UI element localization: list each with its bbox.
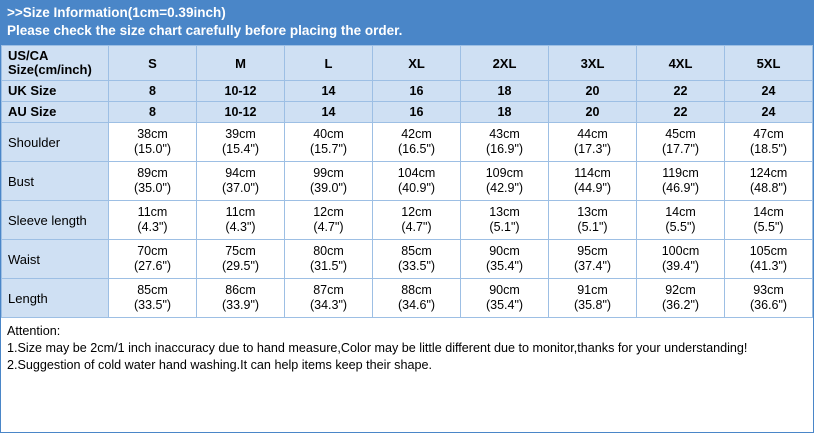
table-header-row-sizes: [2, 46, 813, 81]
measurement-cm: 14cm: [665, 204, 696, 219]
measurement-cm: 88cm: [401, 282, 432, 297]
uk-size-value: 20: [549, 81, 637, 102]
measurement-cell: [109, 162, 197, 201]
measurement-cm: 11cm: [225, 204, 256, 219]
measurement-cell: [197, 123, 285, 162]
au-size-value: 22: [637, 102, 725, 123]
row-label-sleeve-length: Sleeve length: [2, 201, 109, 240]
measurement-inch: (36.6"): [749, 298, 788, 313]
measurement-cm: 93cm: [753, 282, 784, 297]
row-label-waist: Waist: [2, 240, 109, 279]
table-row: [2, 162, 813, 201]
measurement-cm: 87cm: [313, 282, 344, 297]
header-line-2: Please check the size chart carefully before placing the order.: [7, 23, 403, 39]
measurement-inch: (16.5"): [397, 142, 436, 157]
measurement-inch: (5.1"): [577, 220, 608, 235]
measurement-cm: 119cm: [662, 165, 699, 180]
measurement-cm: 13cm: [489, 204, 520, 219]
measurement-cell: [285, 279, 373, 318]
attention-title: Attention:: [7, 324, 61, 339]
measurement-cell: [461, 279, 549, 318]
table-row: [2, 240, 813, 279]
measurement-inch: (36.2"): [661, 298, 700, 313]
measurement-cell: [285, 162, 373, 201]
measurement-inch: (35.8"): [573, 298, 612, 313]
measurement-inch: (16.9"): [485, 142, 524, 157]
corner-label: US/CA Size(cm/inch): [2, 46, 109, 81]
uk-size-value: 16: [373, 81, 461, 102]
measurement-inch: (35.4"): [485, 298, 524, 313]
measurement-inch: (35.4"): [485, 259, 524, 274]
row-label-uk-size: UK Size: [2, 81, 109, 102]
measurement-inch: (33.5"): [397, 259, 436, 274]
measurement-cell: [109, 279, 197, 318]
measurement-cm: 89cm: [137, 165, 168, 180]
measurement-inch: (34.3"): [309, 298, 348, 313]
measurement-inch: (31.5"): [309, 259, 348, 274]
measurement-cell: [461, 162, 549, 201]
measurement-cm: 85cm: [137, 282, 168, 297]
measurement-cm: 13cm: [577, 204, 608, 219]
row-label-length: Length: [2, 279, 109, 318]
column-header-size: S: [109, 46, 197, 81]
measurement-inch: (35.0"): [133, 181, 172, 196]
measurement-cell: [109, 240, 197, 279]
measurement-inch: (27.6"): [133, 259, 172, 274]
measurement-cm: 80cm: [313, 243, 344, 258]
measurement-cm: 95cm: [577, 243, 608, 258]
measurement-cell: [197, 279, 285, 318]
measurement-cm: 86cm: [225, 282, 256, 297]
attention-note-2: 2.Suggestion of cold water hand washing.It can help items keep their shape.: [7, 357, 432, 372]
row-label-au-size: AU Size: [2, 102, 109, 123]
measurement-cm: 38cm: [137, 126, 168, 141]
measurement-cell: [197, 201, 285, 240]
au-size-value: 24: [725, 102, 813, 123]
uk-size-value: 18: [461, 81, 549, 102]
au-size-value: 18: [461, 102, 549, 123]
measurement-inch: (4.7"): [401, 220, 432, 235]
measurement-cm: 11cm: [137, 204, 168, 219]
measurement-cell: [373, 201, 461, 240]
uk-size-value: 10-12: [197, 81, 285, 102]
measurement-cell: [549, 162, 637, 201]
measurement-cell: [461, 123, 549, 162]
column-header-size: 3XL: [549, 46, 637, 81]
measurement-cm: 75cm: [225, 243, 256, 258]
measurement-inch: (4.3"): [225, 220, 256, 235]
measurement-cell: [637, 162, 725, 201]
uk-size-value: 8: [109, 81, 197, 102]
measurement-cell: [373, 123, 461, 162]
measurement-cell: [109, 201, 197, 240]
measurement-cm: 40cm: [313, 126, 344, 141]
measurement-cell: [637, 123, 725, 162]
size-table-head: [2, 46, 813, 123]
measurement-cell: [197, 240, 285, 279]
table-header-row-uk: [2, 81, 813, 102]
measurement-cell: [373, 240, 461, 279]
measurement-cell: [109, 123, 197, 162]
measurement-cell: [549, 279, 637, 318]
measurement-cell: [725, 162, 813, 201]
header-line-1: >>Size Information(1cm=0.39inch): [7, 5, 226, 20]
measurement-cell: [373, 279, 461, 318]
measurement-cm: 109cm: [485, 165, 524, 180]
measurement-cm: 85cm: [401, 243, 432, 258]
attention-section: [1, 318, 813, 432]
measurement-inch: (39.0"): [309, 181, 348, 196]
measurement-cell: [725, 201, 813, 240]
measurement-cell: [197, 162, 285, 201]
measurement-inch: (42.9"): [485, 181, 524, 196]
table-row: [2, 123, 813, 162]
measurement-inch: (40.9"): [397, 181, 436, 196]
measurement-inch: (5.5"): [753, 220, 784, 235]
column-header-size: M: [197, 46, 285, 81]
measurement-inch: (15.4"): [221, 142, 260, 157]
uk-size-value: 24: [725, 81, 813, 102]
measurement-cm: 90cm: [489, 282, 520, 297]
table-row: [2, 279, 813, 318]
measurement-inch: (17.7"): [661, 142, 700, 157]
measurement-cm: 100cm: [661, 243, 700, 258]
au-size-value: 20: [549, 102, 637, 123]
column-header-size: XL: [373, 46, 461, 81]
au-size-value: 10-12: [197, 102, 285, 123]
size-table-body: [2, 123, 813, 318]
measurement-inch: (33.9"): [221, 298, 260, 313]
measurement-cm: 114cm: [574, 165, 611, 180]
measurement-inch: (44.9"): [573, 181, 612, 196]
column-header-size: L: [285, 46, 373, 81]
measurement-inch: (34.6"): [397, 298, 436, 313]
column-header-size: 2XL: [461, 46, 549, 81]
measurement-cm: 39cm: [225, 126, 256, 141]
row-label-shoulder: Shoulder: [2, 123, 109, 162]
measurement-inch: (5.1"): [489, 220, 520, 235]
measurement-inch: (46.9"): [661, 181, 700, 196]
measurement-cell: [549, 201, 637, 240]
measurement-inch: (39.4"): [661, 259, 700, 274]
measurement-inch: (41.3"): [749, 259, 788, 274]
measurement-cell: [461, 240, 549, 279]
measurement-cell: [549, 123, 637, 162]
measurement-cell: [373, 162, 461, 201]
au-size-value: 8: [109, 102, 197, 123]
measurement-inch: (33.5"): [133, 298, 172, 313]
measurement-cell: [725, 279, 813, 318]
row-label-bust: Bust: [2, 162, 109, 201]
measurement-cm: 104cm: [397, 165, 436, 180]
measurement-inch: (4.7"): [313, 220, 344, 235]
measurement-cell: [285, 123, 373, 162]
au-size-value: 14: [285, 102, 373, 123]
measurement-cell: [549, 240, 637, 279]
measurement-cell: [637, 201, 725, 240]
measurement-cm: 47cm: [753, 126, 784, 141]
measurement-cell: [725, 123, 813, 162]
uk-size-value: 14: [285, 81, 373, 102]
measurement-inch: (15.7"): [309, 142, 348, 157]
measurement-inch: (48.8"): [749, 181, 788, 196]
measurement-cell: [285, 240, 373, 279]
measurement-cell: [637, 279, 725, 318]
measurement-inch: (37.4"): [573, 259, 612, 274]
measurement-inch: (4.3"): [137, 220, 168, 235]
measurement-cm: 105cm: [749, 243, 788, 258]
measurement-inch: (15.0"): [133, 142, 172, 157]
measurement-inch: (37.0"): [221, 181, 260, 196]
measurement-cell: [461, 201, 549, 240]
measurement-cm: 12cm: [401, 204, 432, 219]
measurement-cm: 44cm: [577, 126, 608, 141]
table-row: [2, 201, 813, 240]
size-table: [1, 45, 813, 318]
measurement-cm: 70cm: [137, 243, 168, 258]
column-header-size: 5XL: [725, 46, 813, 81]
measurement-cm: 124cm: [749, 165, 788, 180]
column-header-size: 4XL: [637, 46, 725, 81]
measurement-cm: 92cm: [665, 282, 696, 297]
measurement-cm: 43cm: [489, 126, 520, 141]
uk-size-value: 22: [637, 81, 725, 102]
au-size-value: 16: [373, 102, 461, 123]
measurement-cm: 42cm: [401, 126, 432, 141]
measurement-cm: 12cm: [313, 204, 344, 219]
measurement-cm: 94cm: [225, 165, 256, 180]
measurement-inch: (17.3"): [573, 142, 612, 157]
measurement-cm: 91cm: [577, 282, 608, 297]
measurement-cell: [725, 240, 813, 279]
measurement-inch: (18.5"): [749, 142, 788, 157]
measurement-inch: (5.5"): [665, 220, 696, 235]
measurement-inch: (29.5"): [221, 259, 260, 274]
measurement-cm: 14cm: [753, 204, 784, 219]
chart-header: [1, 1, 813, 45]
attention-note-1: 1.Size may be 2cm/1 inch inaccuracy due to hand measure,Color may be little different due to monitor,thanks for your understanding!: [7, 341, 748, 356]
measurement-cell: [637, 240, 725, 279]
measurement-cm: 45cm: [665, 126, 696, 141]
table-header-row-au: [2, 102, 813, 123]
measurement-cm: 90cm: [489, 243, 520, 258]
measurement-cell: [285, 201, 373, 240]
measurement-cm: 99cm: [313, 165, 344, 180]
